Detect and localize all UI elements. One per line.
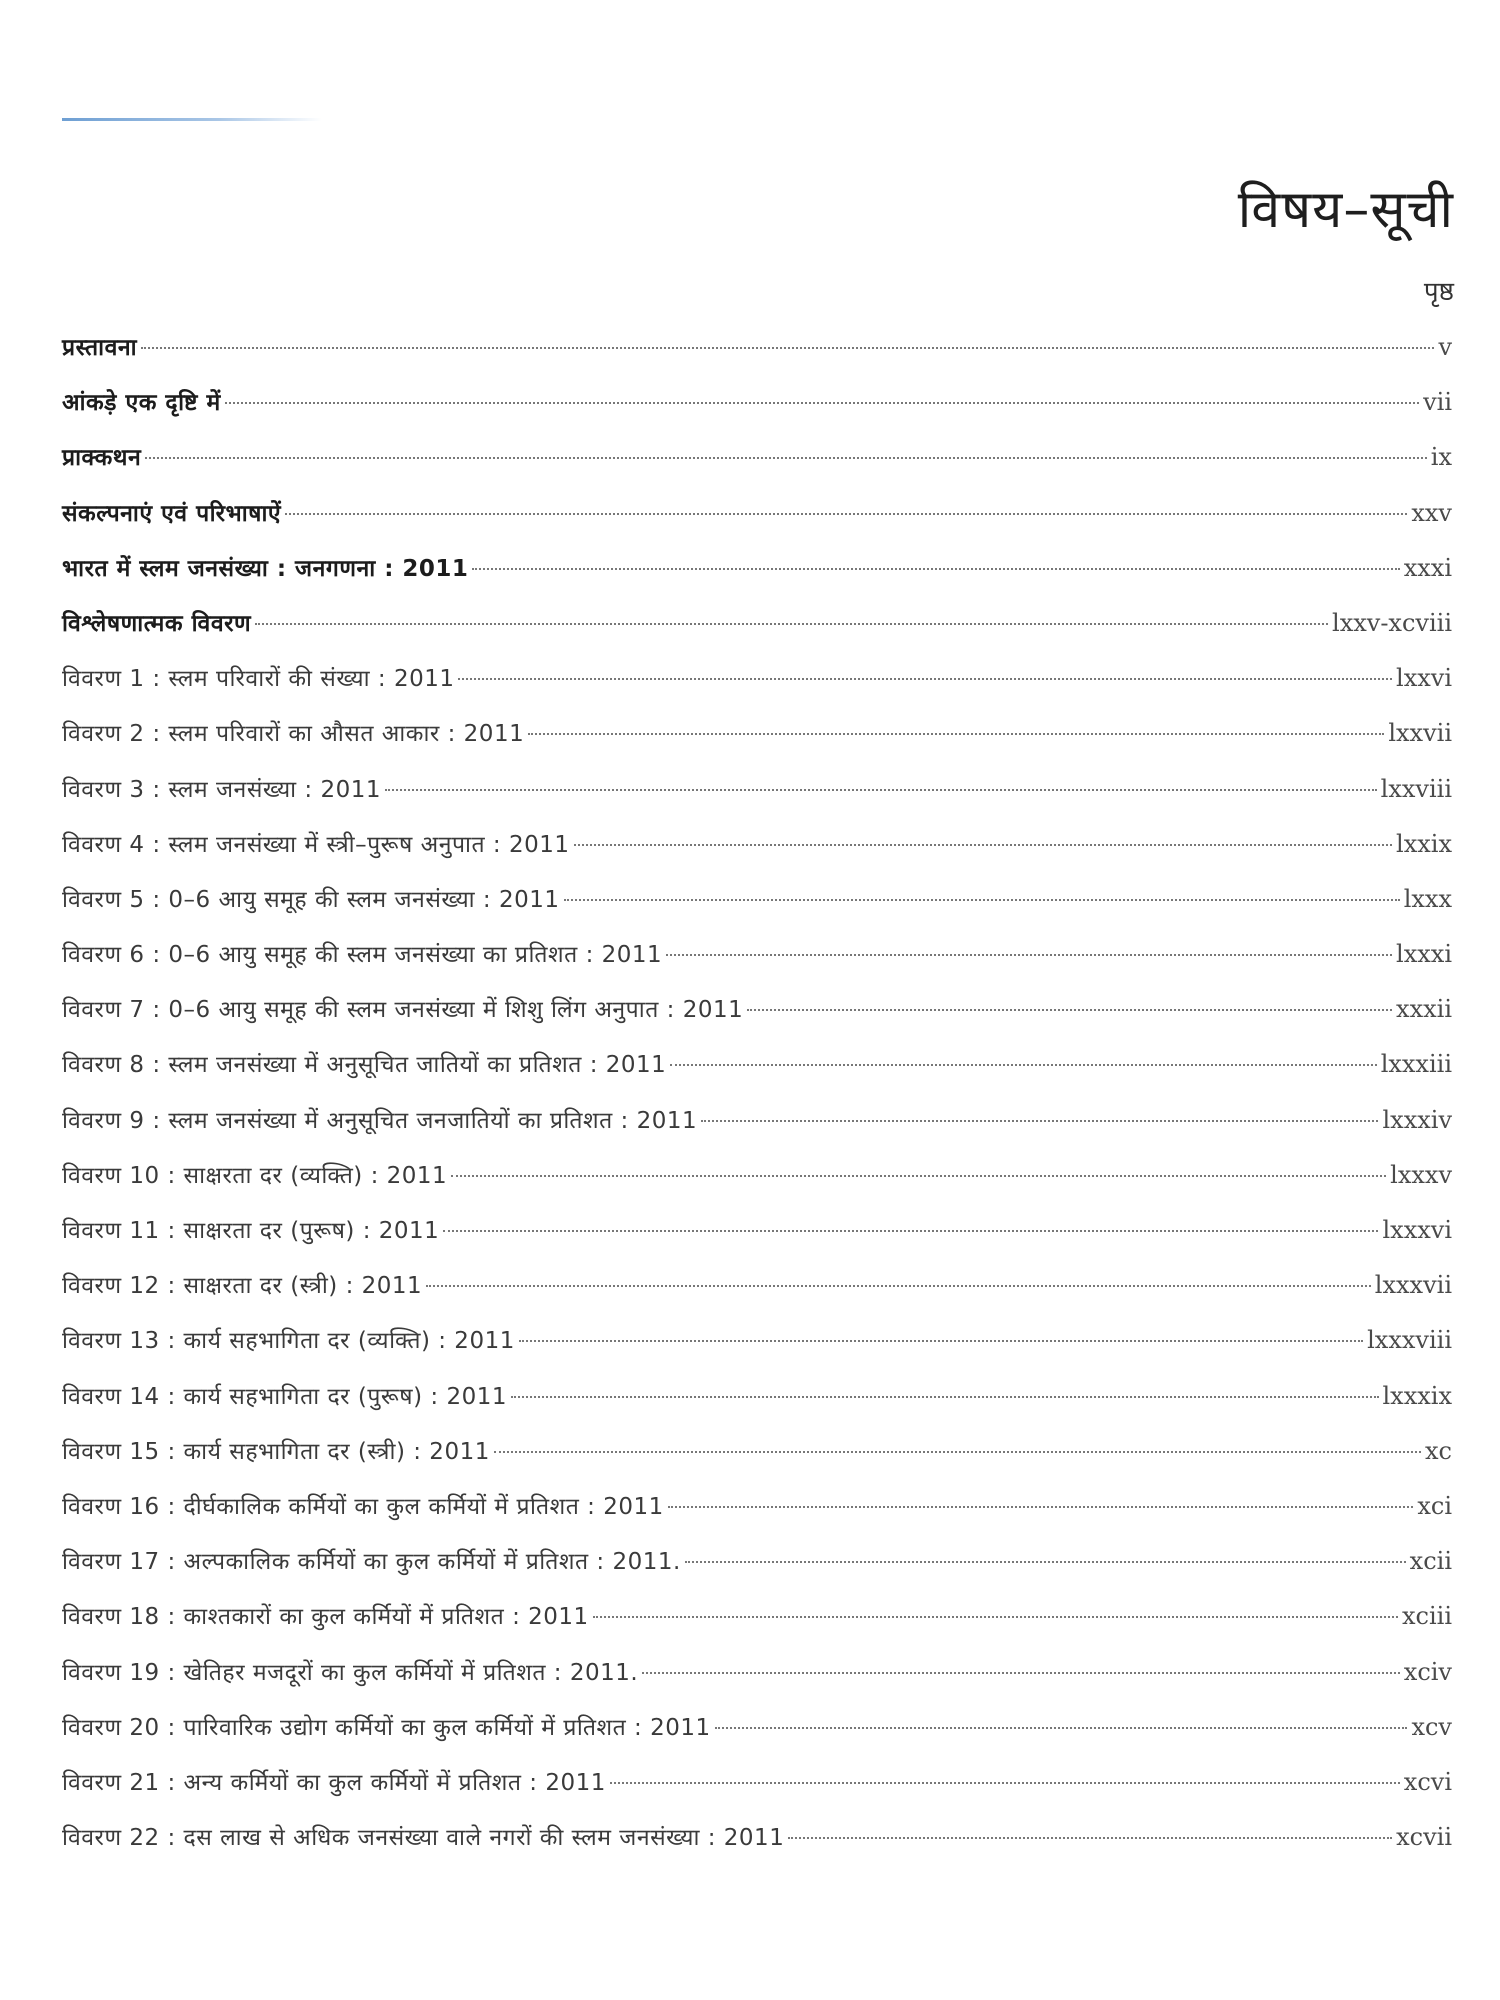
- toc-page-number: lxxxi: [1396, 940, 1452, 969]
- toc-entry: [62, 375, 1452, 430]
- toc-page-number: lxxx: [1403, 884, 1452, 913]
- toc-entry-title: विवरण 12 : साक्षरता दर (स्त्री) : 2011: [62, 1273, 423, 1300]
- toc-page-number: lxxxvi: [1382, 1216, 1452, 1244]
- toc-entry-title: प्रस्तावना: [62, 335, 138, 361]
- toc-entry: [62, 541, 1452, 596]
- dot-leader: [685, 1561, 1406, 1563]
- toc-page-number: xxxi: [1403, 553, 1452, 582]
- dot-leader: [574, 844, 1393, 846]
- toc-page-number: xci: [1417, 1491, 1452, 1520]
- toc-entry-title: विवरण 18 : काश्तकारों का कुल कर्मियों में प्रतिशत : 2011: [62, 1604, 589, 1631]
- toc-entry: [62, 320, 1452, 375]
- toc-entry-title: विवरण 9 : स्लम जनसंख्या में अनुसूचित जनजातियों का प्रतिशत : 2011: [62, 1107, 698, 1134]
- dot-leader: [458, 678, 1392, 680]
- toc-page-number: xxxii: [1396, 995, 1452, 1024]
- dot-leader: [285, 513, 1407, 515]
- toc-page-number: xxv: [1411, 498, 1452, 527]
- dot-leader: [642, 1672, 1400, 1674]
- toc-entry: [62, 1534, 1452, 1589]
- toc-page-number: xcv: [1411, 1712, 1452, 1741]
- toc-page-number: v: [1438, 333, 1452, 361]
- dot-leader: [668, 1506, 1414, 1508]
- toc-entry-title: विवरण 8 : स्लम जनसंख्या में अनुसूचित जातियों का प्रतिशत : 2011: [62, 1052, 667, 1079]
- toc-entry: [62, 1369, 1452, 1424]
- dot-leader: [666, 954, 1392, 956]
- dot-leader: [426, 1285, 1371, 1287]
- toc-entry: [62, 430, 1452, 485]
- toc-entry-title: विवरण 15 : कार्य सहभागिता दर (स्त्री) : 2011: [62, 1438, 490, 1465]
- toc-entry-title: विवरण 10 : साक्षरता दर (व्यक्ति) : 2011: [62, 1162, 448, 1189]
- toc-entry-title: विवरण 22 : दस लाख से अधिक जनसंख्या वाले नगरों की स्लम जनसंख्या : 2011: [62, 1825, 785, 1852]
- dot-leader: [747, 1009, 1392, 1011]
- toc-entry-title: विवरण 4 : स्लम जनसंख्या में स्त्री–पुरूष अनुपात : 2011: [62, 831, 570, 858]
- toc-entry-title: विवरण 14 : कार्य सहभागिता दर (पुरूष) : 2011: [62, 1383, 507, 1410]
- dot-leader: [701, 1120, 1378, 1122]
- toc-page-number: lxxxv: [1390, 1160, 1452, 1189]
- toc-entry: [62, 1424, 1452, 1479]
- toc-page-number: lxxvii: [1388, 719, 1452, 748]
- toc-page-number: lxxxvii: [1374, 1271, 1452, 1300]
- toc-entry: [62, 1258, 1452, 1313]
- toc-page-number: lxxxviii: [1367, 1326, 1452, 1355]
- top-decorative-rule: [62, 118, 322, 121]
- toc-page-number: lxxvi: [1396, 664, 1452, 693]
- dot-leader: [225, 402, 1419, 404]
- toc-page-number: vii: [1423, 388, 1452, 417]
- dot-leader: [385, 789, 1377, 791]
- toc-entry: [62, 1810, 1452, 1865]
- toc-entry-title: विवरण 17 : अल्पकालिक कर्मियों का कुल कर्मियों में प्रतिशत : 2011.: [62, 1549, 681, 1576]
- toc-entry-title: विवरण 1 : स्लम परिवारों की संख्या : 2011: [62, 666, 455, 693]
- toc-entry-title: आंकड़े एक दृष्टि में: [62, 390, 221, 417]
- toc-entry: [62, 982, 1452, 1037]
- toc-entry: [62, 872, 1452, 927]
- toc-page-number: lxxix: [1396, 829, 1452, 858]
- dot-leader: [451, 1175, 1386, 1177]
- table-of-contents: [62, 320, 1452, 1865]
- dot-leader: [670, 1064, 1376, 1066]
- page-column-label: पृष्ठ: [1423, 277, 1454, 307]
- toc-entry: [62, 762, 1452, 817]
- toc-page-number: lxxxiii: [1380, 1050, 1452, 1079]
- dot-leader: [788, 1837, 1392, 1839]
- toc-page-number: lxxxiv: [1382, 1105, 1452, 1134]
- toc-entry: [62, 1755, 1452, 1810]
- dot-leader: [443, 1230, 1378, 1232]
- toc-entry: [62, 817, 1452, 872]
- toc-entry: [62, 1148, 1452, 1203]
- dot-leader: [145, 457, 1427, 459]
- dot-leader: [593, 1616, 1398, 1618]
- dot-leader: [715, 1727, 1408, 1729]
- toc-entry-title: विवरण 16 : दीर्घकालिक कर्मियों का कुल कर्मियों में प्रतिशत : 2011: [62, 1493, 664, 1520]
- toc-page-number: lxxxix: [1382, 1381, 1452, 1410]
- toc-entry-title: विवरण 21 : अन्य कर्मियों का कुल कर्मियों में प्रतिशत : 2011: [62, 1769, 606, 1796]
- toc-entry: [62, 927, 1452, 982]
- toc-page-number: xc: [1425, 1436, 1452, 1465]
- toc-page-number: lxxv-xcviii: [1332, 608, 1452, 637]
- dot-leader: [472, 568, 1399, 570]
- toc-entry-title: भारत में स्लम जनसंख्या : जनगणना : 2011: [62, 555, 469, 582]
- toc-entry: [62, 706, 1452, 761]
- dot-leader: [494, 1451, 1421, 1453]
- page-title: विषय–सूची: [1237, 180, 1454, 240]
- toc-entry: [62, 1589, 1452, 1644]
- toc-page-number: xcvii: [1396, 1823, 1452, 1852]
- toc-entry-title: विवरण 7 : 0–6 आयु समूह की स्लम जनसंख्या में शिशु लिंग अनुपात : 2011: [62, 997, 744, 1024]
- toc-entry-title: विवरण 2 : स्लम परिवारों का औसत आकार : 2011: [62, 721, 525, 748]
- toc-entry-title: विश्लेषणात्मक विवरण: [62, 610, 252, 637]
- toc-entry-title: संकल्पनाएं एवं परिभाषाऐं: [62, 500, 282, 527]
- toc-entry: [62, 1037, 1452, 1092]
- toc-page-number: lxxviii: [1380, 774, 1452, 803]
- toc-entry-title: विवरण 3 : स्लम जनसंख्या : 2011: [62, 776, 382, 803]
- dot-leader: [255, 623, 1328, 625]
- toc-page-number: xciii: [1401, 1602, 1452, 1631]
- toc-entry-title: विवरण 19 : खेतिहर मजदूरों का कुल कर्मियों में प्रतिशत : 2011.: [62, 1659, 639, 1686]
- toc-entry-title: प्राक्कथन: [62, 445, 142, 472]
- toc-entry-title: विवरण 6 : 0–6 आयु समूह की स्लम जनसंख्या का प्रतिशत : 2011: [62, 942, 663, 969]
- toc-entry: [62, 1203, 1452, 1258]
- toc-entry-title: विवरण 20 : पारिवारिक उद्योग कर्मियों का कुल कर्मियों में प्रतिशत : 2011: [62, 1714, 711, 1741]
- dot-leader: [564, 899, 1400, 901]
- toc-entry: [62, 651, 1452, 706]
- toc-entry: [62, 1645, 1452, 1700]
- toc-entry: [62, 1700, 1452, 1755]
- toc-entry-title: विवरण 5 : 0–6 आयु समूह की स्लम जनसंख्या : 2011: [62, 886, 560, 913]
- toc-page-number: xcii: [1409, 1547, 1452, 1576]
- dot-leader: [511, 1396, 1379, 1398]
- dot-leader: [141, 347, 1434, 349]
- toc-page-number: xcvi: [1403, 1767, 1452, 1796]
- toc-page-number: xciv: [1403, 1657, 1452, 1686]
- toc-entry: [62, 1313, 1452, 1368]
- dot-leader: [610, 1782, 1400, 1784]
- dot-leader: [528, 733, 1384, 735]
- toc-page-number: ix: [1430, 443, 1452, 472]
- toc-entry: [62, 1093, 1452, 1148]
- toc-entry: [62, 596, 1452, 651]
- dot-leader: [519, 1340, 1363, 1342]
- toc-entry-title: विवरण 11 : साक्षरता दर (पुरूष) : 2011: [62, 1218, 440, 1244]
- toc-entry: [62, 1479, 1452, 1534]
- toc-entry-title: विवरण 13 : कार्य सहभागिता दर (व्यक्ति) : 2011: [62, 1328, 515, 1355]
- toc-entry: [62, 486, 1452, 541]
